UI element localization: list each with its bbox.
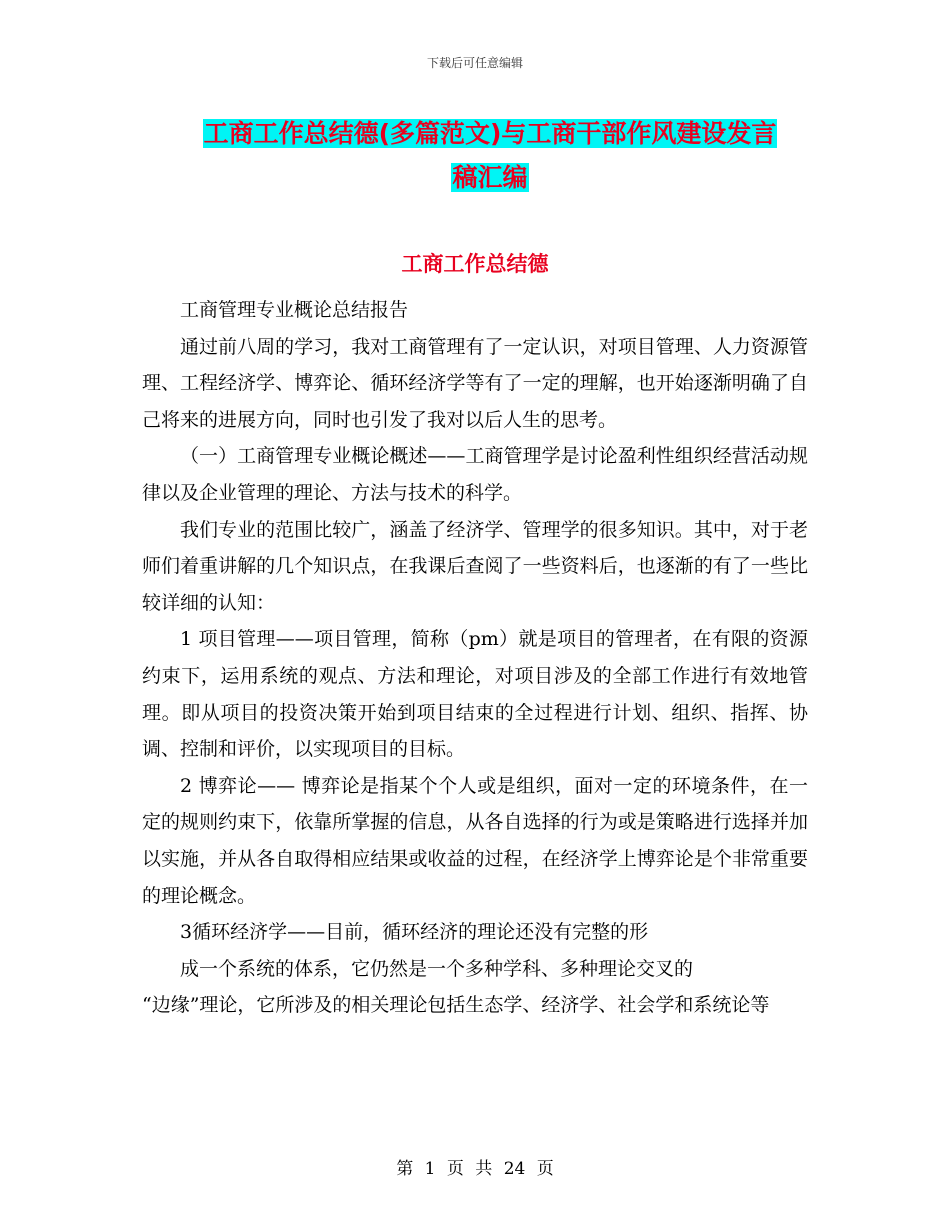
document-title-line-1: 工商工作总结德(多篇范文)与工商干部作风建设发言: [203, 119, 777, 148]
document-body: [142, 292, 808, 1024]
paragraph-circular-economy: 3循环经济学——目前，循环经济的理论还没有完整的形: [180, 921, 649, 944]
paragraph-subtitle: 工商管理专业概论总结报告: [180, 299, 409, 321]
document-title-line-2: 稿汇编: [452, 163, 528, 192]
paragraph-circular-economy-cont: 成一个系统的体系，它仍然是一个多种学科、多种理论交叉的: [180, 957, 694, 980]
paragraph-intro: 通过前八周的学习，我对工商管理有了一定认识，对项目管理、人力资源管理、工程经济学、博弈论、循环经济学等有了一定的理解，也开始逐渐明确了自己将来的进展方向，同时也引发了我对以后人生的思考。: [142, 335, 808, 431]
paragraph-scope: 我们专业的范围比较广，涵盖了经济学、管理学的很多知识。其中，对于老师们着重讲解的几个知识点，在我课后查阅了一些资料后，也逐渐的有了一些比较详细的认知：: [142, 518, 808, 614]
page-footer: 第 1 页 共 24 页: [396, 1159, 554, 1179]
paragraph-circular-economy-end: “边缘”理论，它所涉及的相关理论包括生态学、经济学、社会学和系统论等: [142, 994, 770, 1017]
header-note: 下载后可任意编辑: [426, 56, 523, 70]
document-title: [140, 112, 840, 200]
section-title: 工商工作总结德: [401, 252, 549, 276]
paragraph-overview: （一）工商管理专业概论概述——工商管理学是讨论盈利性组织经营活动规律以及企业管理的理论、方法与技术的科学。: [142, 445, 808, 504]
paragraph-game-theory: 2 博弈论—— 博弈论是指某个个人或是组织，面对一定的环境条件，在一定的规则约束下，依靠所掌握的信息，从各自选择的行为或是策略进行选择并加以实施，并从各自取得相应结果或收益的过程，在经济学上博弈论是个非常重要的理论概念。: [142, 774, 808, 907]
paragraph-project-management: 1 项目管理——项目管理，简称（pm）就是项目的管理者，在有限的资源约束下，运用系统的观点、方法和理论，对项目涉及的全部工作进行有效地管理。即从项目的投资决策开始到项目结束的全过程进行计划、组织、指挥、协调、控制和评价，以实现项目的目标。: [142, 628, 808, 761]
